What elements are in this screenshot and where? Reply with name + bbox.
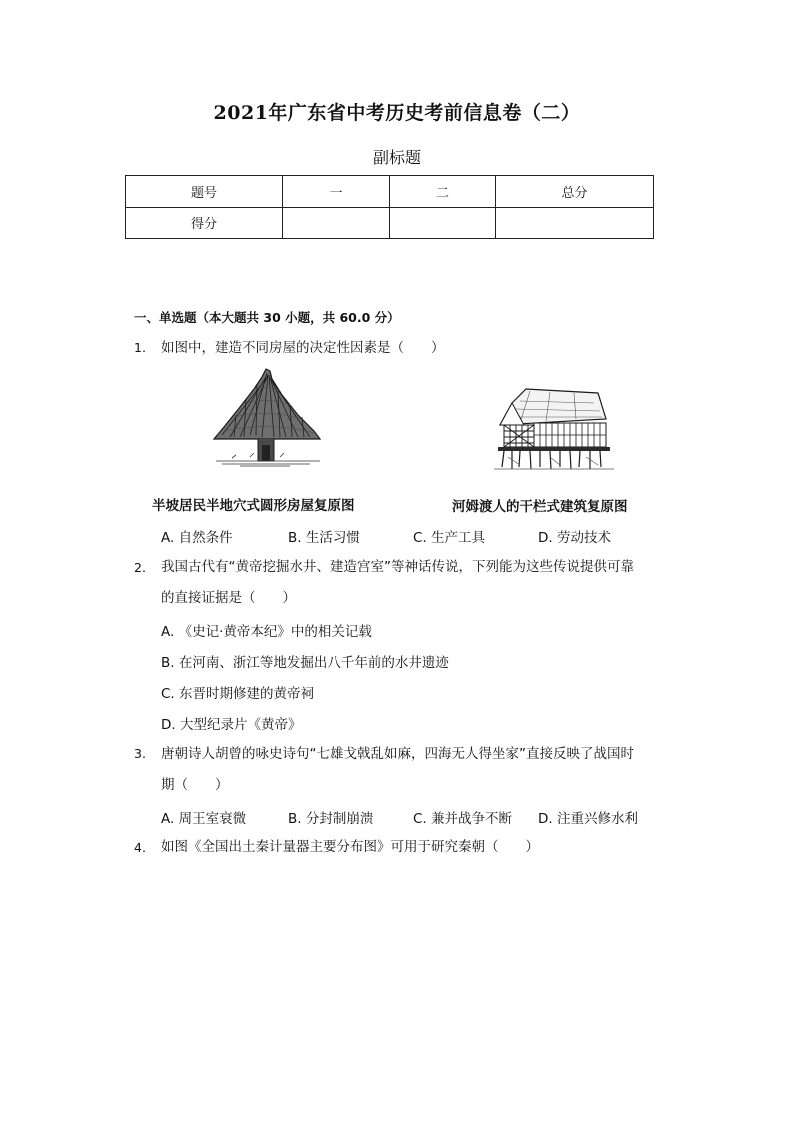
image-caption-banpo: 半坡居民半地穴式圆形房屋复原图: [152, 498, 355, 514]
score-table: [125, 175, 654, 239]
question-stem-line: 我国古代有“黄帝挖掘水井、建造宫室”等神话传说，下列能为这些传说提供可靠: [161, 559, 634, 575]
score-table-cell: 一: [283, 176, 390, 208]
exam-title: 2021年广东省中考历史考前信息卷（二）: [213, 102, 581, 124]
option-b[interactable]: B. 在河南、浙江等地发掘出八千年前的水井遗迹: [161, 655, 449, 671]
question-number: 2.: [134, 560, 146, 575]
exam-subtitle: 副标题: [372, 148, 421, 167]
section-label: 一、单选题: [134, 310, 197, 325]
option-d[interactable]: D. 大型纪录片《黄帝》: [161, 717, 302, 733]
option-c[interactable]: C. 东晋时期修建的黄帝祠: [161, 686, 315, 702]
question-stem-line: 的直接证据是（ ）: [161, 590, 296, 606]
option-c[interactable]: C. 兼并战争不断: [413, 811, 513, 827]
section-heading: [134, 308, 400, 326]
option-b[interactable]: B. 分封制崩溃: [288, 811, 374, 827]
question-stem-line: 唐朝诗人胡曾的咏史诗句“七雄戈戟乱如麻，四海无人得坐家”直接反映了战国时: [161, 746, 634, 762]
section-note: （本大题共 30 小题，共 60.0 分）: [196, 310, 400, 325]
option-c[interactable]: C. 生产工具: [413, 530, 486, 546]
question-stem: 如图《全国出土秦计量器主要分布图》可用于研究秦朝（ ）: [161, 839, 539, 855]
hemudu-stilt-house-illustration: [490, 385, 620, 475]
banpo-round-house-illustration: [210, 365, 325, 470]
score-table-cell: 题号: [126, 176, 283, 208]
option-b[interactable]: B. 生活习惯: [288, 530, 360, 546]
option-a[interactable]: A. 《史记·黄帝本纪》中的相关记载: [161, 624, 372, 640]
score-table-cell: [283, 207, 390, 239]
option-a[interactable]: A. 自然条件: [161, 530, 233, 546]
option-d[interactable]: D. 注重兴修水利: [538, 811, 638, 827]
option-d[interactable]: D. 劳动技术: [538, 530, 611, 546]
score-table-cell: [390, 207, 496, 239]
option-a[interactable]: A. 周王室衰微: [161, 811, 247, 827]
question-stem-line: 期（ ）: [161, 777, 229, 793]
score-table-cell: 总分: [496, 176, 654, 208]
image-caption-hemudu: 河姆渡人的干栏式建筑复原图: [452, 499, 628, 515]
question-number: 1.: [134, 340, 146, 355]
score-table-cell: 得分: [126, 207, 283, 239]
question-number: 3.: [134, 746, 146, 761]
question-stem: 如图中，建造不同房屋的决定性因素是（ ）: [161, 340, 445, 356]
score-table-cell: [496, 207, 654, 239]
question-number: 4.: [134, 840, 146, 855]
score-table-header-row: [126, 176, 654, 208]
score-table-row: [126, 207, 654, 239]
score-table-cell: 二: [390, 176, 496, 208]
